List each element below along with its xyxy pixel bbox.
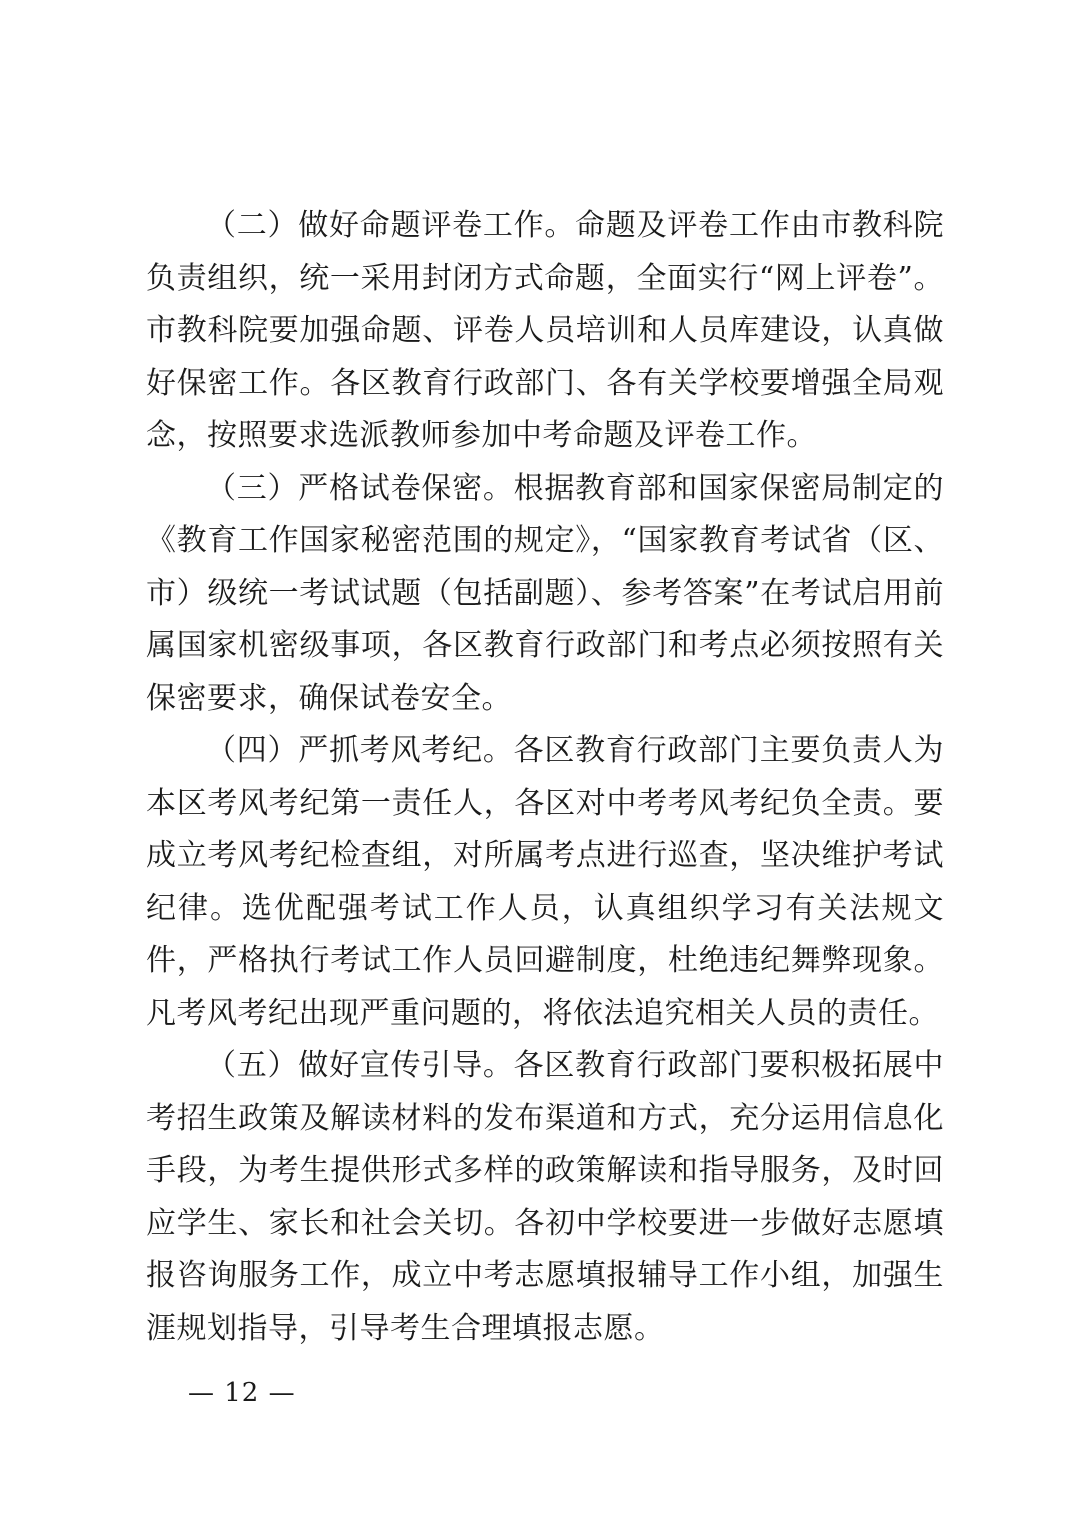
paragraph-item-2 bbox=[146, 200, 944, 463]
paragraph-heading: （二）做好命题评卷工作。 bbox=[206, 208, 576, 243]
paragraph-text: 各区教育行政部门要积极拓展中考招生政策及解读材料的发布渠道和方式，充分运用信息化手段，为考生提供形式多样的政策解读和指导服务，及时回应学生、家长和社会关切。各初中学校要进一步做好志愿填报咨询服务工作，成立中考志愿填报辅导工作小组，加强生涯规划指导，引导考生合理填报志愿。 bbox=[146, 1048, 945, 1346]
paragraph-text: 根据教育部和国家保密局制定的《教育工作国家秘密范围的规定》，“国家教育考试省（区、市）级统一考试试题（包括副题）、参考答案”在考试启用前属国家机密级事项，各区教育行政部门和考点必须按照有关保密要求，确保试卷安全。 bbox=[146, 470, 945, 716]
paragraph-text: 命题及评卷工作由市教科院负责组织，统一采用封闭方式命题，全面实行“网上评卷”。市教科院要加强命题、评卷人员培训和人员库建设，认真做好保密工作。各区教育行政部门、各有关学校要增强全局观念，按照要求选派教师参加中考命题及评卷工作。 bbox=[146, 208, 945, 453]
page-number: — 12 — bbox=[188, 1378, 296, 1408]
paragraph-item-3 bbox=[146, 463, 944, 726]
paragraph-item-4 bbox=[146, 725, 944, 1040]
paragraph-heading: （三）严格试卷保密。 bbox=[206, 470, 514, 506]
paragraph-heading: （四）严抓考风考纪。 bbox=[206, 733, 514, 768]
paragraph-item-5 bbox=[146, 1040, 944, 1355]
paragraph-heading: （五）做好宣传引导。 bbox=[206, 1048, 514, 1083]
body-text bbox=[146, 200, 944, 1355]
paragraph-text: 各区教育行政部门主要负责人为本区考风考纪第一责任人，各区对中考考风考纪负全责。要成立考风考纪检查组，对所属考点进行巡查，坚决维护考试纪律。选优配强考试工作人员，认真组织学习有关法规文件，严格执行考试工作人员回避制度，杜绝违纪舞弊现象。凡考风考纪出现严重问题的，将依法追究相关人员的责任。 bbox=[146, 733, 945, 1031]
